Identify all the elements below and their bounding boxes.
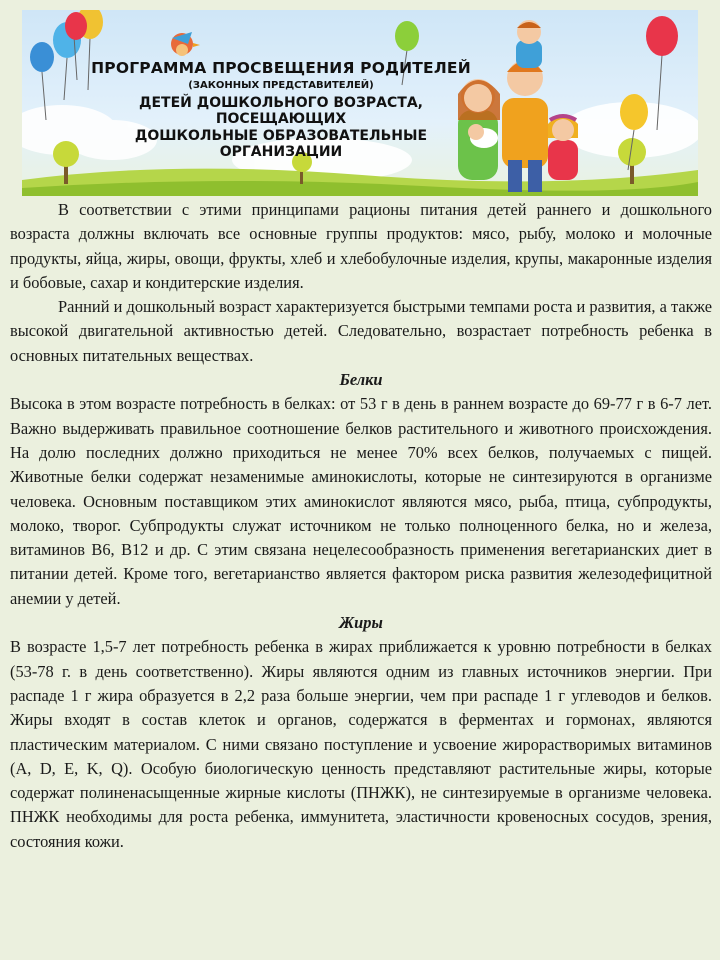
banner-title-line2: (ЗАКОННЫХ ПРЕДСТАВИТЕЛЕЙ): [188, 79, 374, 91]
banner-title-line1: ПРОГРАММА ПРОСВЕЩЕНИЯ РОДИТЕЛЕЙ: [91, 59, 471, 77]
paragraph-proteins: Высока в этом возрасте потребность в белках: от 53 г в день в раннем возрасте до 69-77 г в 6-7 лет. Важно выдерживать правильное соотношение белков растительного и животного происхождения. На долю последних должно приходиться не менее 70% всех белков, получаемых с пищей. Животные белки содержат незаменимые аминокислоты, которые не синтезируются в организме человека. Основным поставщиком этих аминокислот являются мясо, рыба, птица, субпродукты, молоко, творог. Субпродукты служат источником не только полноценного белка, но и железа, витаминов В6, В12 и др. С этим связана нецелесообразность применения вегетарианских диет в питании детей. Кроме того, вегетарианство является фактором риска развития железодефицитной анемии у детей.: [10, 394, 712, 608]
family-illustration: [458, 20, 578, 192]
banner-title-line4: ДОШКОЛЬНЫЕ ОБРАЗОВАТЕЛЬНЫЕ ОРГАНИЗАЦИИ: [134, 127, 428, 160]
bird-icon: [171, 32, 200, 56]
banner-title: [86, 60, 476, 160]
heading-proteins: Белки: [339, 370, 383, 390]
banner-title-line3: ДЕТЕЙ ДОШКОЛЬНОГО ВОЗРАСТА, ПОСЕЩАЮЩИХ: [139, 95, 423, 128]
document-body: [10, 198, 712, 854]
paragraph-growth: Ранний и дошкольный возраст характеризуется быстрыми темпами роста и развития, а также высокой двигательной активностью детей. Следовательно, возрастает потребность ребенка в основных питательных веществах.: [10, 297, 712, 365]
program-banner: [22, 10, 698, 196]
heading-fats: Жиры: [339, 613, 383, 633]
paragraph-diet-principles: В соответствии с этими принципами рационы питания детей раннего и дошкольного возраста должны включать все основные группы продуктов: мясо, рыбу, молоко и молочные продукты, яйца, жиры, овощи, фрукты, хлеб и хлебобулочные изделия, крупы, макаронные изделия и бобовые, сахар и кондитерские изделия.: [10, 200, 712, 292]
paragraph-fats: В возрасте 1,5-7 лет потребность ребенка в жирах приближается к уровню потребности в белках (53-78 г. в день соответственно). Жиры являются одним из главных источников энергии. При распаде 1 г жира образуется в 2,2 раза больше энергии, чем при распаде 1 г углеводов и белков. Жиры входят в состав клеток и органов, содержатся в ферментах и гормонах, являются пластическим материалом. С ними связано поступление и усвоение жирорастворимых витаминов (A, D, E, K, Q). Особую биологическую ценность представляют растительные жиры, которые содержат полиненасыщенные жирные кислоты (ПНЖК), не синтезируемые в организме человека. ПНЖК необходимы для роста ребенка, иммунитета, эластичности кровеносных сосудов, зрения, состояния кожи.: [10, 637, 712, 851]
